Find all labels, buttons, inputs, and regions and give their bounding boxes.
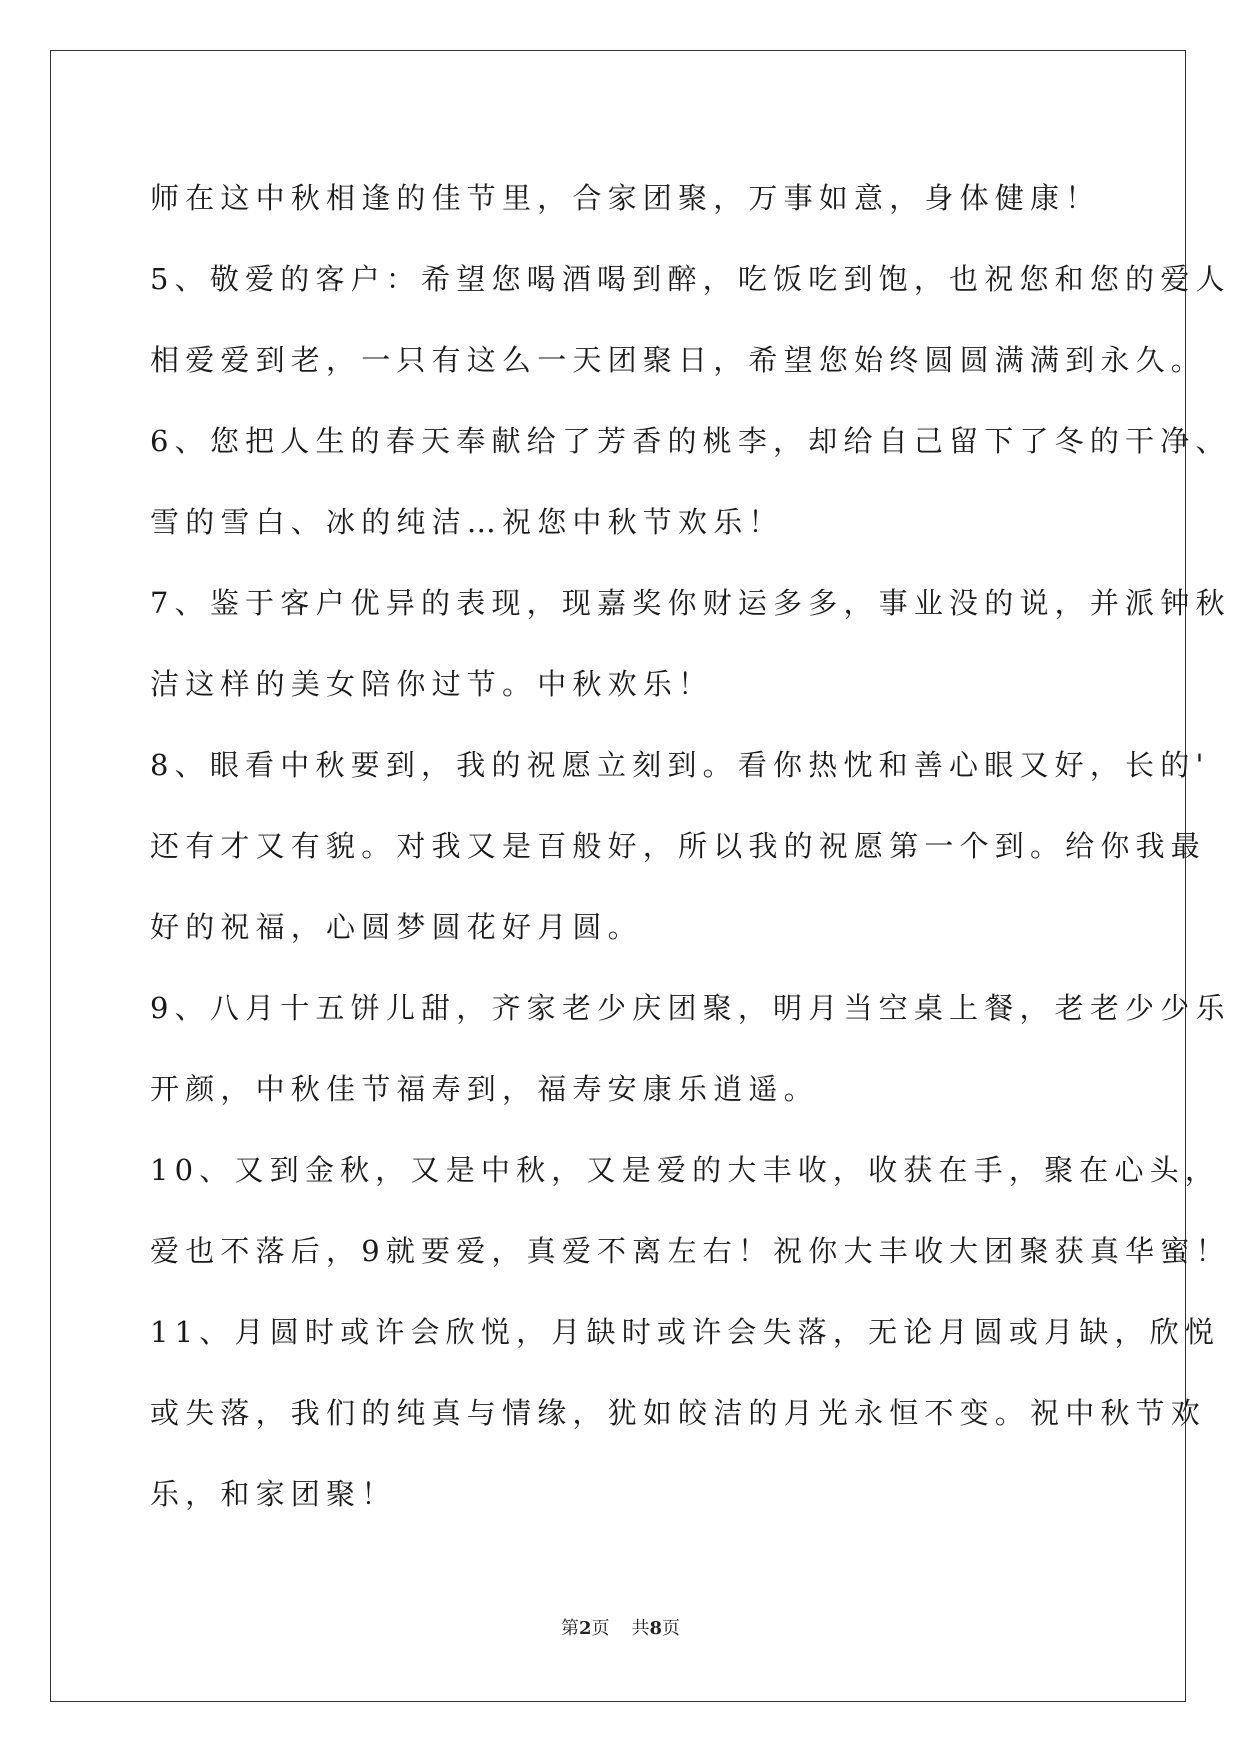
text-line: 乐，和家团聚！ <box>150 1477 397 1511</box>
text-line: 5、敬爱的客户：希望您喝酒喝到醉，吃饭吃到饱，也祝您和您的爱人 <box>150 262 1231 296</box>
text-line: 6、您把人生的春天奉献给了芳香的桃李，却给自己留下了冬的干净、 <box>150 424 1231 458</box>
text-line: 10、又到金秋，又是中秋，又是爱的大丰收，收获在手，聚在心头， <box>150 1153 1221 1187</box>
text-line: 洁这样的美女陪你过节。中秋欢乐！ <box>150 667 714 701</box>
text-line: 8、眼看中秋要到，我的祝愿立刻到。看你热忱和善心眼又好，长的' <box>150 748 1210 782</box>
current-page-number: 2 <box>578 1618 592 1639</box>
text-line: 7、鉴于客户优异的表现，现嘉奖你财运多多，事业没的说，并派钟秋 <box>150 586 1231 620</box>
text-line: 9、八月十五饼儿甜，齐家老少庆团聚，明月当空桌上餐，老老少少乐 <box>150 991 1231 1025</box>
text-line: 师在这中秋相逢的佳节里，合家团聚，万事如意，身体健康！ <box>150 181 1101 215</box>
page-unit: 页 <box>591 1618 610 1639</box>
text-line: 雪的雪白、冰的纯洁…祝您中秋节欢乐！ <box>150 505 784 539</box>
page-footer <box>0 1614 1241 1640</box>
total-prefix: 共 <box>631 1618 650 1639</box>
total-unit: 页 <box>662 1618 681 1639</box>
text-line: 相爱爱到老，一只有这么一天团聚日，希望您始终圆圆满满到永久。 <box>150 343 1207 377</box>
document-body <box>150 158 1231 1535</box>
page-prefix: 第 <box>560 1618 579 1639</box>
text-line: 好的祝福，心圆梦圆花好月圆。 <box>150 910 643 944</box>
text-line: 或失落，我们的纯真与情缘，犹如皎洁的月光永恒不变。祝中秋节欢 <box>150 1396 1207 1430</box>
text-line: 还有才又有貌。对我又是百般好，所以我的祝愿第一个到。给你我最 <box>150 829 1207 863</box>
text-line: 爱也不落后，9就要爱，真爱不离左右！祝你大丰收大团聚获真华蜜！ <box>150 1234 1231 1268</box>
text-line: 11、月圆时或许会欣悦，月缺时或许会失落，无论月圆或月缺，欣悦 <box>150 1315 1221 1349</box>
total-page-count: 8 <box>649 1618 663 1639</box>
text-line: 开颜，中秋佳节福寿到，福寿安康乐逍遥。 <box>150 1072 819 1106</box>
